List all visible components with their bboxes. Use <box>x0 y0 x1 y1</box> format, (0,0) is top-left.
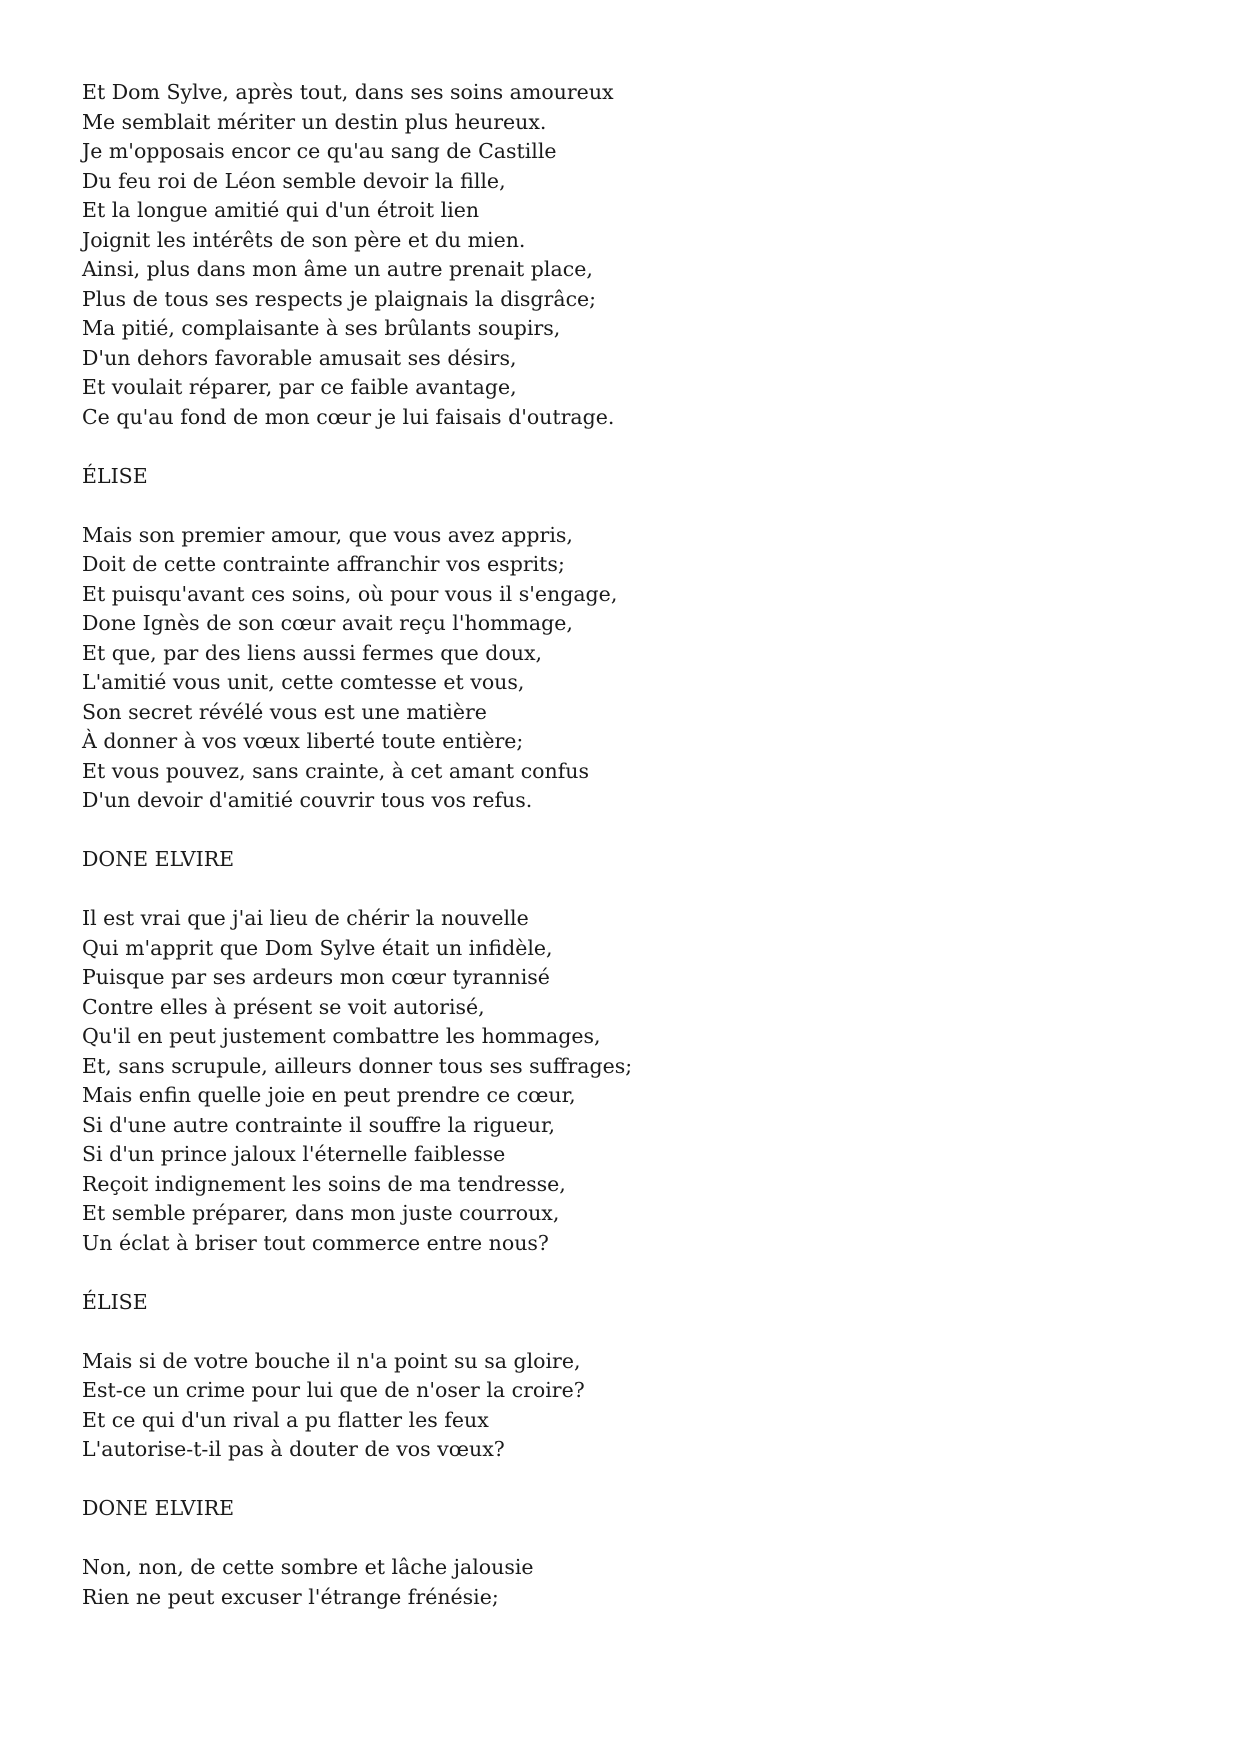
verse-line: Qui m'apprit que Dom Sylve était un infidèle, <box>82 935 553 960</box>
verse-line: D'un devoir d'amitié couvrir tous vos refus. <box>82 788 533 812</box>
verse-stanza <box>82 1553 1182 1612</box>
verse-line: Je m'opposais encor ce qu'au sang de Castille <box>82 139 557 163</box>
verse-stanza <box>82 78 1182 432</box>
verse-line: D'un dehors favorable amusait ses désirs, <box>82 345 517 370</box>
verse-line: L'amitié vous unit, cette comtesse et vous, <box>82 670 525 694</box>
verse-line: Et ce qui d'un rival a pu flatter les feux <box>82 1407 489 1432</box>
verse-line: Et Dom Sylve, après tout, dans ses soins amoureux <box>82 80 614 104</box>
speaker-name: ÉLISE <box>82 1289 148 1314</box>
verse-line: Et, sans scrupule, ailleurs donner tous ses suffrages; <box>82 1053 633 1078</box>
speaker-name: DONE ELVIRE <box>82 847 235 871</box>
speaker-block <box>82 845 1182 875</box>
verse-line: Et semble préparer, dans mon juste courroux, <box>82 1201 560 1225</box>
verse-line: Qu'il en peut justement combattre les hommages, <box>82 1024 601 1048</box>
verse-line: Reçoit indignement les soins de ma tendresse, <box>82 1171 566 1196</box>
verse-line: Ce qu'au fond de mon cœur je lui faisais d'outrage. <box>82 404 615 429</box>
speaker-name: ÉLISE <box>82 463 148 488</box>
verse-line: Puisque par ses ardeurs mon cœur tyrannisé <box>82 965 550 989</box>
verse-stanza <box>82 1347 1182 1465</box>
verse-line: Done Ignès de son cœur avait reçu l'hommage, <box>82 611 573 635</box>
verse-line: Il est vrai que j'ai lieu de chérir la nouvelle <box>82 906 529 930</box>
verse-line: Ainsi, plus dans mon âme un autre prenait place, <box>82 257 593 281</box>
verse-line: Doit de cette contrainte affranchir vos esprits; <box>82 552 565 576</box>
verse-line: Contre elles à présent se voit autorisé, <box>82 994 485 1019</box>
verse-line: Un éclat à briser tout commerce entre nous? <box>82 1230 549 1255</box>
verse-line: Rien ne peut excuser l'étrange frénésie; <box>82 1584 499 1609</box>
speaker-block <box>82 1288 1182 1318</box>
verse-line: Mais si de votre bouche il n'a point su sa gloire, <box>82 1348 581 1373</box>
speaker-block <box>82 1494 1182 1524</box>
speaker-name: DONE ELVIRE <box>82 1496 235 1520</box>
verse-line: Si d'un prince jaloux l'éternelle faiblesse <box>82 1142 506 1166</box>
verse-line: Et vous pouvez, sans crainte, à cet amant confus <box>82 758 590 783</box>
verse-line: Est-ce un crime pour lui que de n'oser la croire? <box>82 1378 585 1402</box>
verse-line: Mais enfin quelle joie en peut prendre ce cœur, <box>82 1083 576 1107</box>
verse-line: Et que, par des liens aussi fermes que doux, <box>82 640 543 665</box>
verse-line: Et puisqu'avant ces soins, où pour vous il s'engage, <box>82 581 618 606</box>
verse-line: L'autorise-t-il pas à douter de vos vœux? <box>82 1437 505 1461</box>
verse-line: Son secret révélé vous est une matière <box>82 699 487 724</box>
verse-line: Ma pitié, complaisante à ses brûlants soupirs, <box>82 316 561 340</box>
verse-line: À donner à vos vœux liberté toute entière; <box>82 729 524 753</box>
verse-line: Et la longue amitié qui d'un étroit lien <box>82 198 480 222</box>
verse-line: Joignit les intérêts de son père et du mien. <box>82 227 526 252</box>
verse-line: Du feu roi de Léon semble devoir la fille, <box>82 168 506 193</box>
verse-line: Me semblait mériter un destin plus heureux. <box>82 109 547 134</box>
verse-line: Plus de tous ses respects je plaignais la disgrâce; <box>82 286 597 311</box>
verse-stanza <box>82 904 1182 1258</box>
speaker-block <box>82 462 1182 492</box>
verse-line: Si d'une autre contrainte il souffre la rigueur, <box>82 1112 556 1137</box>
verse-stanza <box>82 521 1182 816</box>
verse-line: Mais son premier amour, que vous avez appris, <box>82 522 573 547</box>
document-page <box>82 78 1182 1642</box>
verse-line: Non, non, de cette sombre et lâche jalousie <box>82 1555 534 1579</box>
verse-line: Et voulait réparer, par ce faible avantage, <box>82 375 517 399</box>
